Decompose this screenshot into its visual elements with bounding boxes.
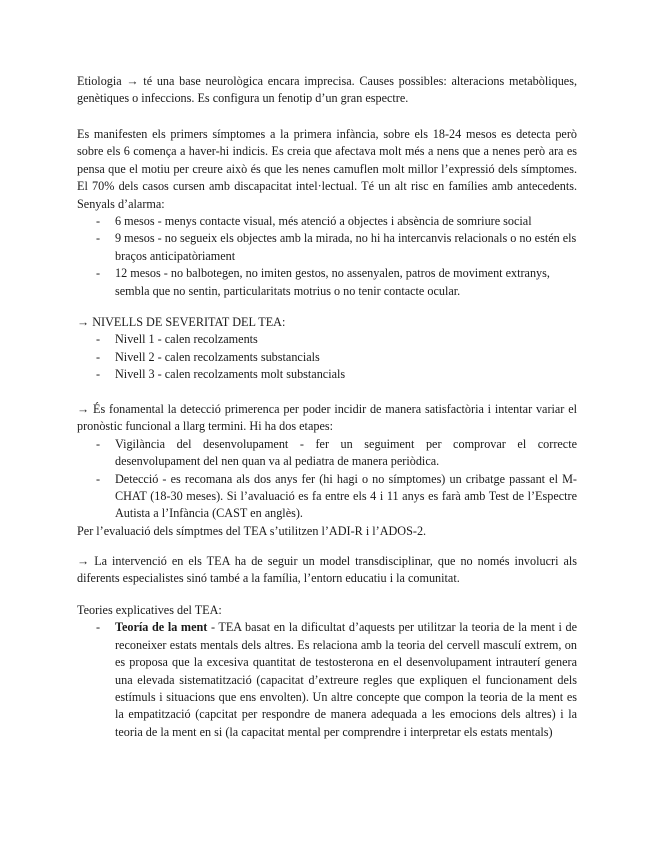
list-dash: - [96,266,101,281]
severitat-heading: → NIVELLS DE SEVERITAT DEL TEA: [77,315,286,329]
list-item: - Nivell 2 - calen recolzaments substancials [77,349,577,366]
list-dash: - [96,620,101,635]
list-dash: - [96,332,101,347]
list-item: - Nivell 1 - calen recolzaments [77,331,577,348]
teories-heading: Teories explicatives del TEA: [77,603,222,617]
list-item: - 9 mesos - no segueix els objectes amb la mirada, no hi ha intercanvis relacionals o no estén els braços anticipatòriament [96,231,577,263]
teoria-ment-label: Teoría de la ment [115,620,208,635]
list-dash: - [96,214,101,229]
list-dash: - [96,436,101,451]
list-item: - Detecció - es recomana als dos anys fer (hi hagi o no símptomes) un cribatge passant el M-CHAT (18-30 meses). Si l’avaluació es fa entre els 4 i 11 anys es farà amb Test de l’Espectre Autista a l’Infància (CAST en anglès). [96,471,577,521]
teoria-ment-text: - TEA basat en la dificultat d’aquests per utilitzar la teoria de la ment i de reconeixer estats mentals dels altres. Es relaciona amb la teoria del cervell masculí extrem, on es proposa que la excesiva quantitat de testosterona en el desenvolupament intrauterí genera una elevada sistematització (capacitat d’extreure regles que expliquen el funcionament dels estímuls i situacions que ens envolten). Un altre concepte que compon la teoria de la ment es la empatització (capcitat per respondre de manera adequada a les emocions dels altres) i la teoria de la ment en si (la capacitat mental per comprendre i interpretar els estats mentals) [115,620,578,739]
list-item: - Vigilància del desenvolupament - fer un seguiment per comprovar el correcte desenvolupament del nen quan va al pediatra de manera periòdica. [96,436,577,469]
list-dash: - [96,367,101,382]
simptomes-section [77,126,577,300]
list-item: - 6 mesos - menys contacte visual, més atenció a objectes i absència de somriure social [77,213,577,230]
simptomes-paragraph: Es manifesten els primers símptomes a la primera infància, sobre els 18-24 mesos es detecta però sobre els 6 comença a haver-hi indicis. Es creia que afectava molt més a nens que a nenes però ara es pensa que el motiu per creure això és que les nenes camuflen molt millor l’expressió dels símptomes. El 70% dels casos cursen amb discapacitat intel·lectual. Té un alt risc en famílies amb antecedents. Senyals d’alarma: [77,127,577,211]
list-dash: - [96,349,101,364]
teories-section [77,602,577,741]
list-item [77,619,577,741]
list-item: - Nivell 3 - calen recolzaments molt substancials [77,366,577,383]
severitat-section [77,314,577,384]
avaluacio-line: Per l’evaluació dels símptmes del TEA s’utilitzen l’ADI-R i l’ADOS-2. [77,523,427,538]
etiologia-paragraph: Etiologia → té una base neurològica encara imprecisa. Causes possibles: alteracions metabòliques, genètiques o infeccions. Es configura un fenotip d’un gran espectre. [77,74,577,106]
list-dash: - [96,471,101,486]
list-dash: - [96,231,101,246]
deteccio-paragraph: → És fonamental la detecció primerenca per poder incidir de manera satisfactòria i intentar variar el pronòstic funcional a llarg termini. Hi ha dos etapes: [77,402,577,434]
list-item: - 12 mesos - no balbotegen, no imiten gestos, no assenyalen, patros de moviment extranys, sembla que no sentin, particularitats motrius o no tenir contacte ocular. [96,266,550,298]
deteccio-section [77,401,577,540]
intervencio-paragraph: → La intervenció en els TEA ha de seguir un model transdisciplinar, que no només involucri als diferents especialistes sinó també a la família, l’entorn educatiu i la comunitat. [77,554,577,586]
